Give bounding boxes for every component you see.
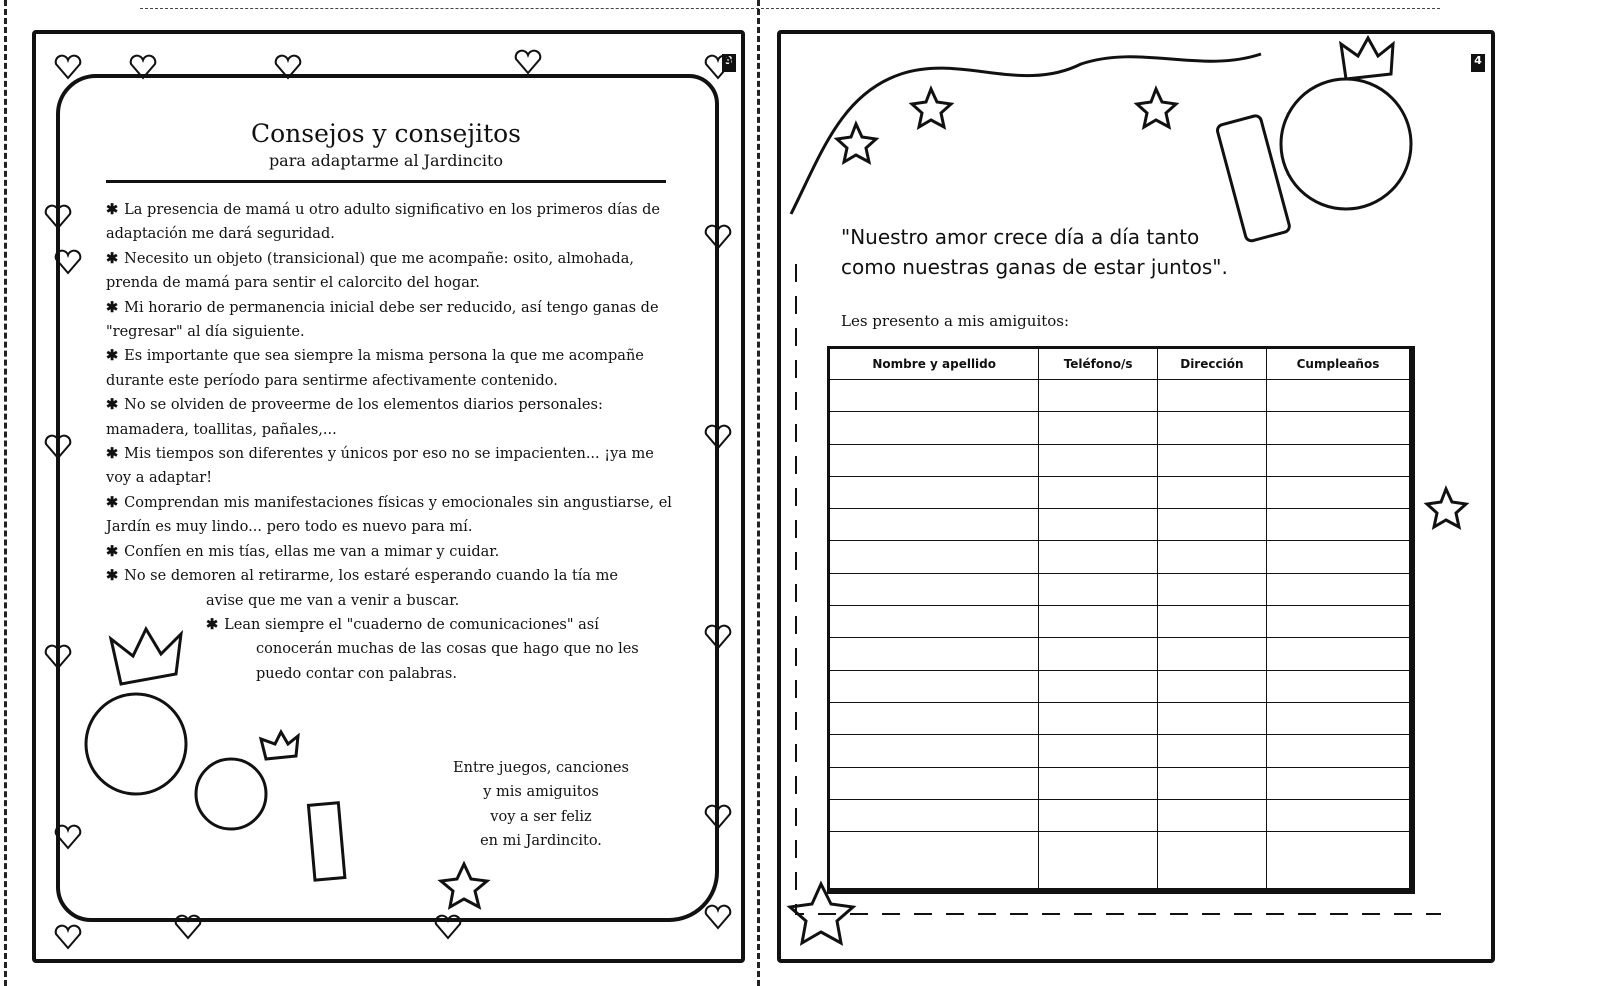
table-intro: Les presento a mis amiguitos: bbox=[841, 312, 1070, 330]
header-phone: Teléfono/s bbox=[1039, 348, 1157, 380]
tip-text: conocerán muchas de las cosas que hago que no les puedo contar con palabras. bbox=[256, 641, 639, 682]
verse-line: y mis amiguitos bbox=[483, 784, 599, 801]
header-birthday: Cumpleaños bbox=[1267, 348, 1413, 380]
bullet-icon: ✱ bbox=[106, 396, 119, 414]
heart-icon bbox=[56, 251, 81, 273]
heart-icon bbox=[276, 56, 301, 78]
heart-icon bbox=[46, 206, 71, 228]
quote-line: como nuestras ganas de estar juntos". bbox=[841, 255, 1228, 279]
heart-icon bbox=[46, 646, 71, 668]
heart-icon bbox=[706, 426, 731, 448]
star-icon bbox=[441, 864, 487, 907]
star-icon bbox=[1427, 489, 1466, 527]
tip-text: Mis tiempos son diferentes y únicos por eso no se impacienten... ¡ya me voy a adaptar! bbox=[106, 446, 654, 487]
children-illustration bbox=[36, 34, 741, 959]
star-icon bbox=[1137, 89, 1176, 127]
fairy-face bbox=[1281, 79, 1411, 209]
page-number: 4 bbox=[1471, 54, 1485, 72]
tip-text: Confíen en mis tías, ellas me van a mimar y cuidar. bbox=[124, 543, 500, 560]
heart-icon bbox=[56, 56, 81, 78]
star-icon bbox=[837, 124, 876, 162]
heart-icon bbox=[516, 51, 541, 73]
crown-icon bbox=[1341, 38, 1393, 79]
phone-icon bbox=[1216, 115, 1291, 243]
bullet-icon: ✱ bbox=[106, 298, 119, 316]
bullet-icon: ✱ bbox=[106, 542, 119, 560]
tip-text: Necesito un objeto (transicional) que me acompañe: osito, almohada, prenda de mamá para sentir el calorcito del hogar. bbox=[106, 250, 634, 292]
dashed-border bbox=[796, 264, 1441, 914]
tip-text: Comprendan mis manifestaciones físicas y emocionales sin angustiarse, el Jardín es muy lindo... pero todo es nuevo para mí. bbox=[106, 494, 672, 536]
bullet-icon: ✱ bbox=[206, 615, 219, 633]
bullet-icon: ✱ bbox=[106, 445, 119, 463]
heart-icon bbox=[56, 926, 81, 948]
tip-text: avise que me van a venir a buscar. bbox=[206, 592, 460, 609]
header-address: Dirección bbox=[1157, 348, 1266, 380]
quote-line: "Nuestro amor crece día a día tanto bbox=[841, 225, 1200, 249]
heart-icon bbox=[706, 56, 731, 78]
bullet-icon: ✱ bbox=[106, 201, 119, 218]
tip-text: No se demoren al retirarme, los estaré esperando cuando la tía me bbox=[124, 568, 618, 585]
fold-line bbox=[757, 0, 760, 986]
verse-line: Entre juegos, canciones bbox=[453, 760, 629, 776]
header-name: Nombre y apellido bbox=[829, 348, 1039, 380]
pencil-icon bbox=[308, 803, 344, 880]
heart-icon bbox=[56, 826, 81, 848]
tip-text: Lean siempre el "cuaderno de comunicaciones" así bbox=[224, 616, 599, 633]
right-page bbox=[777, 30, 1495, 963]
cut-line bbox=[140, 8, 1440, 9]
page-edge bbox=[4, 0, 7, 986]
heart-icon bbox=[436, 916, 461, 938]
crown-icon bbox=[261, 732, 298, 759]
heart-icon bbox=[706, 906, 731, 928]
tip-text: Mi horario de permanencia inicial debe ser reducido, así tengo ganas de "regresar" al día siguiente. bbox=[106, 299, 659, 341]
page-title: Consejos y consejitos bbox=[250, 119, 521, 148]
child-face bbox=[86, 694, 186, 794]
bullet-icon: ✱ bbox=[106, 249, 119, 267]
heart-icon bbox=[706, 226, 731, 248]
verse-line: en mi Jardincito. bbox=[480, 833, 602, 850]
bullet-icon: ✱ bbox=[106, 567, 119, 585]
left-page bbox=[32, 30, 745, 963]
crown-icon bbox=[111, 629, 181, 684]
page-subtitle: para adaptarme al Jardincito bbox=[268, 151, 504, 170]
heart-icon bbox=[706, 626, 731, 648]
tip-text: Es importante que sea siempre la misma persona la que me acompañe durante este período para sentirme afectivamente contenido. bbox=[106, 348, 644, 389]
heart-icon bbox=[131, 56, 156, 78]
heart-icon bbox=[176, 916, 201, 938]
tip-text: La presencia de mamá u otro adulto significativo en los primeros días de adaptación me dará seguridad. bbox=[106, 202, 661, 243]
baby-face bbox=[196, 759, 266, 829]
fairy-illustration bbox=[781, 34, 1491, 959]
heart-icon bbox=[706, 806, 731, 828]
bullet-icon: ✱ bbox=[106, 493, 119, 511]
verse-line: voy a ser feliz bbox=[490, 808, 592, 825]
tip-text: No se olviden de proveerme de los elementos diarios personales: mamadera, toallitas, pañales,... bbox=[106, 397, 603, 438]
heart-icon bbox=[46, 436, 71, 458]
star-icon bbox=[912, 89, 951, 127]
bullet-icon: ✱ bbox=[106, 347, 119, 365]
page-number: 3 bbox=[722, 54, 736, 72]
